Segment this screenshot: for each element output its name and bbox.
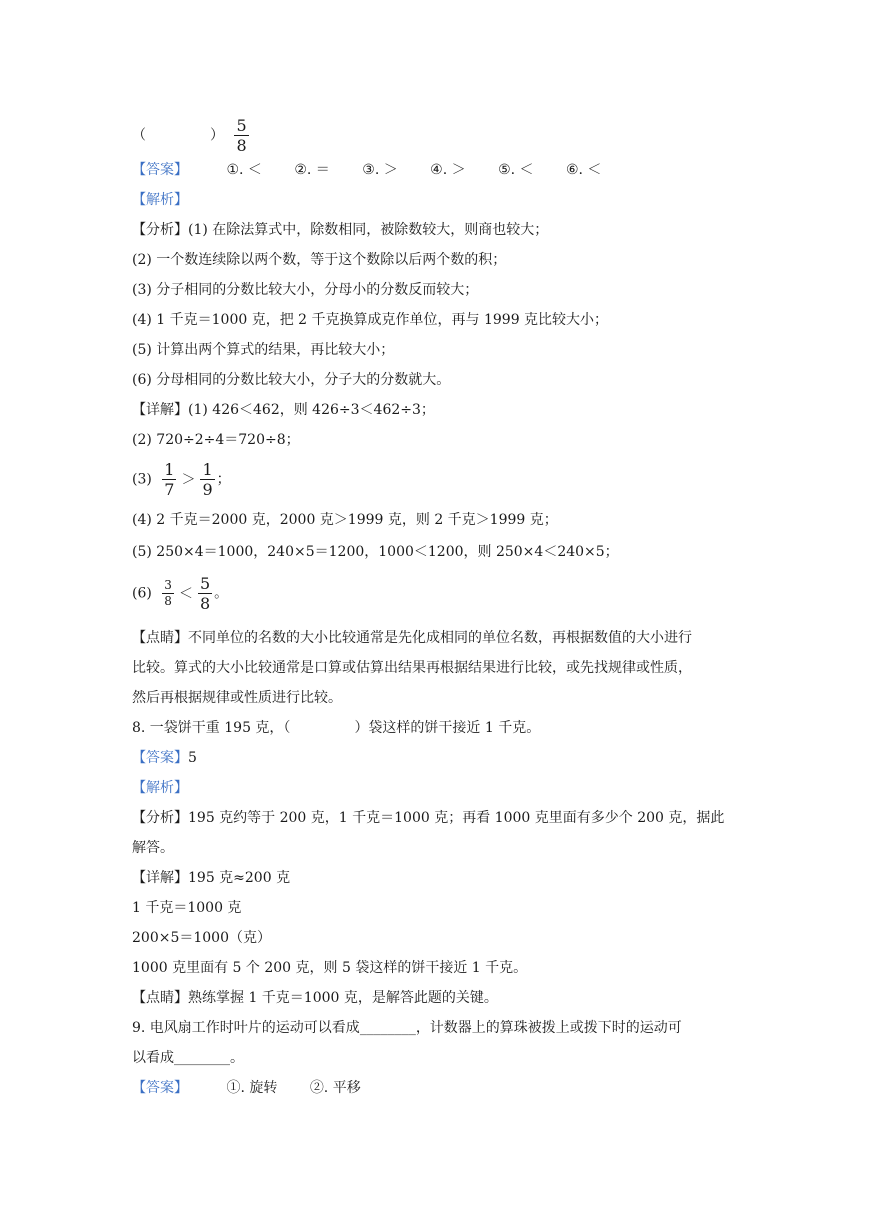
q7-dianjing-2: 比较。算式的大小比较通常是口算或估算出结果再根据结果进行比较，或先找规律或性质， xyxy=(132,660,692,676)
fenxi-label: 【分析】 xyxy=(132,222,188,238)
answer-option-5: ⑤. ＜ xyxy=(498,162,534,178)
answer-option-4: ④. ＞ xyxy=(430,162,466,178)
q7-fenxi-1: 【分析】(1) 在除法算式中，除数相同，被除数较大，则商也较大； xyxy=(132,222,549,238)
q7-answer-line xyxy=(132,160,629,180)
answer-label: 【答案】 xyxy=(132,162,188,178)
q8-question: 8. 一袋饼干重 195 克，（ ）袋这样的饼干接近 1 千克。 xyxy=(132,720,541,736)
q7-fenxi-2: (2) 一个数连续除以两个数，等于这个数除以后两个数的积； xyxy=(132,252,507,268)
blank-2: ________ xyxy=(174,1050,230,1066)
blank-1: ________ xyxy=(359,1020,416,1036)
fenxi-label: 【分析】 xyxy=(132,810,188,826)
q8-dianjing: 【点睛】熟练掌握 1 千克＝1000 克，是解答此题的关键。 xyxy=(132,990,498,1006)
q7-fenxi-6: (6) 分母相同的分数比较大小，分子大的分数就大。 xyxy=(132,372,451,388)
dianjing-label: 【点睛】 xyxy=(132,630,188,646)
answer-option-2: ②. ＝ xyxy=(294,162,330,178)
fraction-1-7: $\frac{1}{7}$ xyxy=(164,460,175,499)
q7-analysis-label: 【解析】 xyxy=(132,192,188,208)
q7-dianjing-1: 【点睛】不同单位的名数的大小比较通常是先化成相同的单位名数，再根据数值的大小进行 xyxy=(132,630,692,646)
q8-answer-line xyxy=(132,748,197,768)
fraction-5-8: $\frac{5}{8}$ xyxy=(236,116,247,155)
dianjing-label: 【点睛】 xyxy=(132,990,188,1006)
q7-xiangjie-4: (4) 2 千克＝2000 克，2000 克＞1999 克，则 2 千克＞1999 克； xyxy=(132,512,558,528)
q9-question-2: 以看成________。 xyxy=(132,1050,244,1066)
q8-xiangjie-3: 200×5＝1000（克） xyxy=(132,930,271,946)
fraction-3-8: $\frac{3}{8}$ xyxy=(164,578,172,608)
q7-dianjing-3: 然后再根据规律或性质进行比较。 xyxy=(132,690,342,706)
top-comparison-item xyxy=(132,116,251,155)
q8-xiangjie-2: 1 千克＝1000 克 xyxy=(132,900,242,916)
answer-option-1: ①. ＜ xyxy=(226,162,262,178)
xiangjie-label: 【详解】 xyxy=(132,402,188,418)
xiangjie-label: 【详解】 xyxy=(132,870,188,886)
q8-fenxi-2: 解答。 xyxy=(132,840,174,856)
answer-option-6: ⑥. ＜ xyxy=(565,162,602,178)
q7-xiangjie-6: (6) $\frac{3}{8}$ ＜ $\frac{5}{8}$ 。 xyxy=(132,574,229,613)
q9-answer-line xyxy=(132,1078,389,1098)
fraction-5-8-b: $\frac{5}{8}$ xyxy=(199,574,211,613)
paren-close: ） xyxy=(210,127,224,144)
answer-value: 5 xyxy=(188,750,197,766)
q7-fenxi-4: (4) 1 千克＝1000 克，把 2 千克换算成克作单位，再与 1999 克比较大小； xyxy=(132,312,609,328)
q8-fenxi-1: 【分析】195 克约等于 200 克，1 千克＝1000 克；再看 1000 克里面有多少个 200 克，据此 xyxy=(132,810,725,826)
paren-open: （ xyxy=(132,127,146,144)
q7-xiangjie-2: (2) 720÷2÷4＝720÷8； xyxy=(132,432,300,448)
answer-label: 【答案】 xyxy=(132,1080,188,1096)
answer-option-1: ①. 旋转 xyxy=(226,1080,278,1096)
answer-option-2: ②. 平移 xyxy=(309,1080,361,1096)
q7-fenxi-5: (5) 计算出两个算式的结果，再比较大小； xyxy=(132,342,395,358)
q8-xiangjie-1: 【详解】195 克≈200 克 xyxy=(132,870,291,886)
answer-option-3: ③. ＞ xyxy=(362,162,398,178)
fraction-1-9: $\frac{1}{9}$ xyxy=(202,460,213,499)
q8-analysis-label: 【解析】 xyxy=(132,780,188,796)
answer-label: 【答案】 xyxy=(132,750,188,766)
q7-fenxi-3: (3) 分子相同的分数比较大小，分母小的分数反而较大； xyxy=(132,282,479,298)
q7-xiangjie-1: 【详解】(1) 426＜462，则 426÷3＜462÷3； xyxy=(132,402,435,418)
q9-question-1: 9. 电风扇工作时叶片的运动可以看成________，计数器上的算珠被拨上或拨下时的运动可 xyxy=(132,1020,682,1036)
q7-xiangjie-3: (3) $\frac{1}{7}$ ＞ $\frac{1}{9}$ ； xyxy=(132,460,231,499)
q7-xiangjie-5: (5) 250×4＝1000，240×5＝1200，1000＜1200，则 250×4＜240×5； xyxy=(132,544,619,560)
q8-xiangjie-4: 1000 克里面有 5 个 200 克，则 5 袋这样的饼干接近 1 千克。 xyxy=(132,960,528,976)
